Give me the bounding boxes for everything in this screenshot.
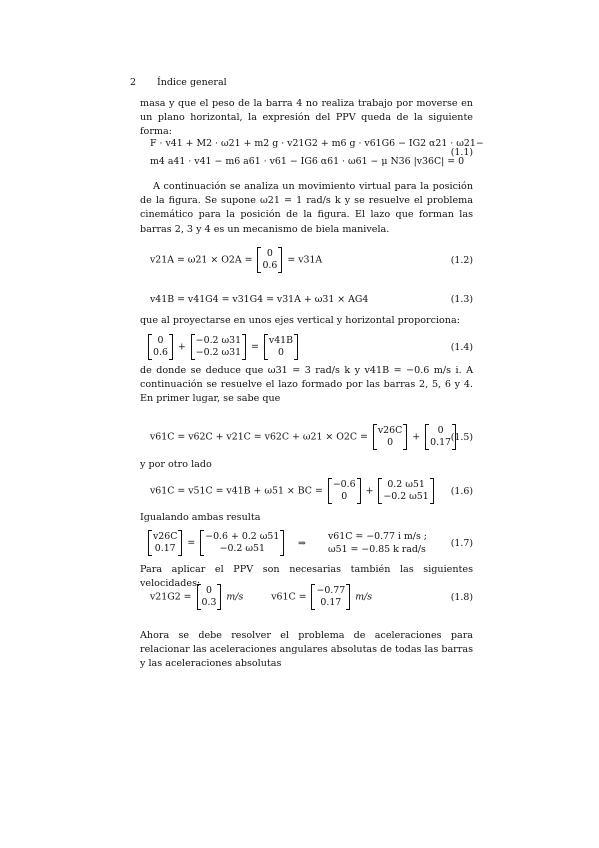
equation-rhs: = v31A xyxy=(287,254,323,266)
equation-number: (1.1) xyxy=(450,147,473,158)
equation-1-5 xyxy=(140,424,473,454)
result-line-1: v61C = −0.77 i m/s ; xyxy=(328,531,427,542)
paragraph-4: de donde se deduce que ω31 = 3 rad/s k y v41B = −0.6 m/s i. A continuación se resuelve el lazo formado por las barras 2, 5, 6 y 4. En primer lugar, se sabe que xyxy=(140,365,473,405)
matrix-cell: −0.6 + 0.2 ω51 xyxy=(205,531,280,542)
matrix-cell: v41B xyxy=(268,335,294,346)
matrix-cell: −0.2 ω51 xyxy=(383,491,429,502)
matrix-cell: 0 xyxy=(157,335,164,346)
matrix-cell: −0.2 ω31 xyxy=(195,335,242,346)
vector-matrix xyxy=(373,424,407,450)
vector-matrix xyxy=(197,584,222,610)
equation-lhs: v21A = ω21 × O2A = xyxy=(150,254,253,266)
matrix-cell: −0.2 ω31 xyxy=(195,347,242,358)
vector-matrix xyxy=(264,334,298,360)
matrix-cell: v26C xyxy=(153,531,178,542)
matrix-cell: 0 xyxy=(387,437,394,448)
vector-matrix xyxy=(148,334,173,360)
plus-sign: + xyxy=(177,341,186,353)
equals-sign: = xyxy=(187,537,196,549)
vector-matrix xyxy=(328,478,361,504)
equation-1-3 xyxy=(140,294,473,310)
matrix-cell: −0.77 xyxy=(316,585,346,596)
vector-matrix xyxy=(200,530,284,556)
matrix-cell: 0.6 xyxy=(262,260,278,271)
plus-sign: + xyxy=(365,485,374,497)
vector-matrix xyxy=(191,334,246,360)
equation-number: (1.4) xyxy=(450,342,473,353)
paragraph-1: masa y que el peso de la barra 4 no realiza trabajo por moverse en un plano horizontal, la expresión del PPV queda de la siguiente forma: xyxy=(140,98,473,138)
equation-number: (1.7) xyxy=(450,538,473,549)
equation-lhs: v21G2 = xyxy=(150,591,192,603)
matrix-cell: v26C xyxy=(377,425,403,436)
equation-number: (1.8) xyxy=(450,592,473,603)
equation-1-1 xyxy=(140,138,484,178)
vector-matrix xyxy=(378,478,433,504)
matrix-cell: 0.6 xyxy=(153,347,168,358)
equation-number: (1.6) xyxy=(450,486,473,497)
matrix-cell: 0 xyxy=(341,491,348,502)
equation-1-7 xyxy=(140,530,473,560)
header-title: Índice general xyxy=(157,77,227,88)
vector-matrix xyxy=(148,530,182,556)
equation-1-8 xyxy=(140,584,473,614)
unit-label: m/s xyxy=(226,591,244,603)
equation-number: (1.3) xyxy=(450,294,473,305)
paragraph-8: Ahora se debe resolver el problema de aceleraciones para relacionar las aceleraciones angulares absolutas de todas las barras y las aceleraciones absolutas xyxy=(140,630,473,670)
equation-lhs: v61C = xyxy=(271,591,307,603)
equation-number: (1.2) xyxy=(450,255,473,266)
equation-1-4 xyxy=(140,334,473,364)
paragraph-3: que al proyectarse en unos ejes vertical y horizontal proporciona: xyxy=(140,315,460,326)
matrix-cell: 0.17 xyxy=(320,597,342,608)
paragraph-5: y por otro lado xyxy=(140,459,212,470)
plus-sign: + xyxy=(412,431,421,443)
page-number: 2 xyxy=(130,77,137,88)
equation-1-1-line-2: m4 a41 · v41 − m6 a61 · v61 − IG6 α61 · ω61 − μ N36 |v36C| = 0 xyxy=(150,156,465,167)
equation-lhs: v61C = v62C + v21C = v62C + ω21 × O2C = xyxy=(150,431,368,443)
paragraph-2: A continuación se analiza un movimiento virtual para la posición de la figura. Se supone ω21 = 1 rad/s k y se resuelve el problema cinemático para la posición de la figura. El lazo que forman las barras 2, 3 y 4 es un mecanismo de biela manivela. xyxy=(140,181,473,235)
equation-lhs: v61C = v51C = v41B + ω51 × BC = xyxy=(150,485,323,497)
matrix-cell: 0 xyxy=(205,585,212,596)
matrix-cell: 0.17 xyxy=(154,543,176,554)
matrix-cell: 0.17 xyxy=(430,437,451,448)
vector-matrix xyxy=(257,247,282,273)
equation-body: v41B = v41G4 = v31G4 = v31A + ω31 × AG4 xyxy=(150,294,369,305)
matrix-cell: 0 xyxy=(437,425,444,436)
result-line-2: ω51 = −0.85 k rad/s xyxy=(328,544,426,555)
matrix-cell: −0.2 ω51 xyxy=(219,543,265,554)
paragraph-6: Igualando ambas resulta xyxy=(140,512,261,523)
matrix-cell: −0.6 xyxy=(332,479,356,490)
equation-1-2 xyxy=(140,247,473,277)
matrix-cell: 0 xyxy=(277,347,284,358)
paragraph-7: Para aplicar el PPV son necesarias también las siguientes velocidades: xyxy=(140,564,473,590)
matrix-cell: 0.3 xyxy=(201,597,217,608)
equals-sign: = xyxy=(251,341,259,353)
matrix-cell: 0 xyxy=(266,248,273,259)
equation-1-6 xyxy=(140,478,473,508)
implies-arrow: ⇒ xyxy=(298,538,306,549)
equation-number: (1.5) xyxy=(450,432,473,443)
unit-label: m/s xyxy=(355,591,373,603)
matrix-cell: 0.2 ω51 xyxy=(387,479,425,490)
equation-1-1-line-1: F · v41 + M2 · ω21 + m2 g · v21G2 + m6 g · v61G6 − IG2 α21 · ω21− xyxy=(150,138,484,149)
vector-matrix xyxy=(311,584,350,610)
